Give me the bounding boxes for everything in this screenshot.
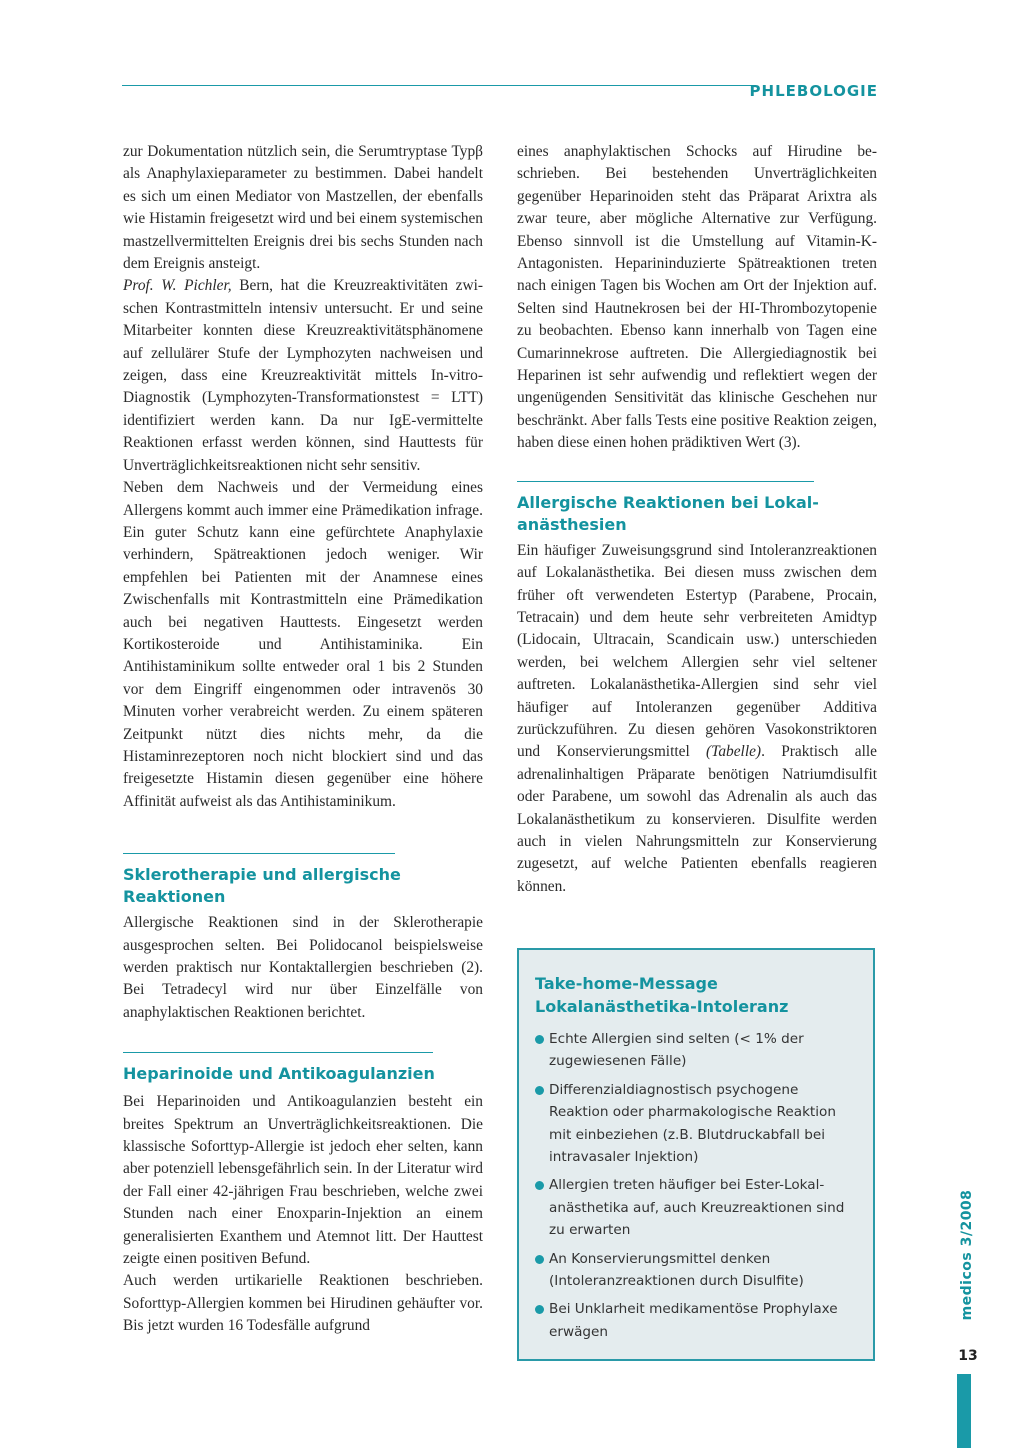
section-heading: Sklerotherapie und allergische Reaktionen <box>123 865 401 907</box>
list-item-text: An Konservierungsmittel denken (Intoleranzreaktionen durch Disulfite) <box>549 1250 804 1290</box>
page-number: 13 <box>958 1348 978 1364</box>
paragraph-text: Bern, hat die Kreuzreaktivitäten zwischen Kontrastmitteln intensiv untersucht. Er und seine Mitarbeiter konnten diese Kreuzreaktivitätsphänomene auf zellulärer Stufe der Lymphozyten nachweisen und zeigen, dass eine Kreuzreaktivität mittels In-vitro-Diagnostik (Lymphozyten-Transformationstest = LTT) identifiziert werden kann. Da nur IgE-vermittelte Reaktionen erfasst werden können, sind Hauttests für Unverträglichkeitsreaktionen nicht sehr sensitiv. <box>123 277 483 474</box>
bullet-icon <box>535 1086 544 1095</box>
section-divider <box>123 853 395 854</box>
bullet-icon <box>535 1181 544 1190</box>
take-home-box <box>517 948 875 1361</box>
paragraph: zur Dokumentation nützlich sein, die Serumtryptase Typβ als Anaphylaxieparameter zu bestimmen. Dabei handelt es sich um einen Mediator von Mastzellen, der ebenfalls wie Histamin freigesetzt wird und bei einem systemischen mastzellvermittelten Ereignis drei bis sechs Stunden nach dem Ereignis ansteigt. <box>123 143 483 273</box>
list-item <box>535 1028 857 1073</box>
paragraph: eines anaphylaktischen Schocks auf Hirudine beschrieben. Bei bestehenden Unverträglichkeiten gegenüber Heparinoiden steht das Präparat Arixtra als zwar teure, aber mögliche Alternative zur Verfügung. Ebenso sinnvoll ist die Umstellung auf Vitamin-K-Antagonisten. Heparininduzierte Spätreaktionen treten nach einigen Tagen bis Wochen am Ort der Injektion auf. Selten sind Hautnekrosen bei der HI-Thrombozytopenie zu beobachten. Ebenso kann innerhalb von Tagen eine Cumarinnekrose auftreten. Die Allergiediagnostik bei Heparinen ist sehr aufwendig und reflektiert wegen der ungenügenden Sensitivität das klinische Geschehen nur beschränkt. Aber falls Tests eine positive Reaktion zeigen, haben diese einen hohen prädiktiven Wert (3). <box>517 143 877 452</box>
paragraph: Allergische Reaktionen sind in der Sklerotherapie ausgesprochen selten. Bei Polidocanol beispielsweise werden praktisch nur Kontaktallergien beschrieben (2). Bei Tetradecyl wird nur über Einzelfälle von anaphylaktischen Reaktionen berichtet. <box>123 914 483 1021</box>
list-item-text: Echte Allergien sind selten (< 1% der zugewiesenen Fälle) <box>549 1031 804 1070</box>
list-item <box>535 1079 857 1169</box>
paragraph-text: . Praktisch alle adrenalinhaltigen Präparate benötigen Natriumdisulfit oder Parabene, um sowohl das Adrenalin als auch das Lokalanästhetikum zu konservieren. Disulfite werden auch in vielen Nahrungsmitteln zur Konservierung zugesetzt, auf welche Patienten ebenfalls reagieren können. <box>517 743 877 895</box>
header-rule <box>122 85 754 86</box>
list-item <box>535 1248 857 1293</box>
author-name: Prof. W. Pichler, <box>123 277 232 295</box>
section-heading: Heparinoide und Antikoagulanzien <box>123 1064 435 1084</box>
paragraph: Bei Heparinoiden und Antikoagulanzien besteht ein breites Spektrum an Unverträglichkeitsreaktionen. Die klassische Soforttyp-Allergie ist jedoch eher selten, kann aber potenziell lebensgefährlich sein. In der Literatur wird der Fall einer 42-jährigen Frau beschrieben, welche zwei Stunden nach einer Enoxparin-Injektion an einem generalisierten Exanthem und Atemnot litt. Der Hauttest zeigte einen positiven Befund. <box>123 1093 483 1268</box>
paragraph <box>517 540 877 899</box>
section-heading: Allergische Reaktionen bei Lokalanästhesien <box>517 492 819 534</box>
journal-title <box>955 1190 979 1320</box>
section-divider <box>123 1052 433 1053</box>
list-item-text: Bei Unklarheit medikamentöse Prophylaxe erwägen <box>549 1301 838 1340</box>
bullet-icon <box>535 1255 544 1264</box>
list-item <box>535 1298 857 1343</box>
box-title: Take-home-Message Lokalanästhetika-Intoleranz <box>535 974 789 1016</box>
list-item-text: Allergien treten häufiger bei Ester-Lokalanästhetika auf, auch Kreuzreaktionen sind zu erwarten <box>549 1177 845 1239</box>
paragraph: Neben dem Nachweis und der Vermeidung eines Allergens kommt auch immer eine Prämedikation infrage. Ein guter Schutz kann eine gefürchtete Anaphylaxie verhindern, Spätreaktionen jedoch weniger. Wir empfehlen bei Patienten mit der Anamnese eines Zwischenfalls mit Kontrastmitteln eine Prämedikation auch bei negativen Hauttests. Eingesetzt werden Kortikosteroide und Antihistaminika. Ein Antihistaminikum sollte entweder oral 1 bis 2 Stunden vor dem Eingriff eingenommen oder intravenös 30 Minuten vorher verabreicht werden. Zu einem späteren Zeitpunkt nützt dies nichts mehr, da die Histaminrezeptoren noch nicht blockiert sind und das freigesetzte Histamin diesen gegenüber eine höhere Affinität aufweist als das Antihistaminikum. <box>123 479 483 810</box>
section-title: PHLEBOLOGIE <box>749 82 878 100</box>
bullet-icon <box>535 1035 544 1044</box>
bullet-icon <box>535 1305 544 1314</box>
table-reference: (Tabelle) <box>706 743 762 761</box>
list-item-text: Differenzialdiagnostisch psychogene Reaktion oder pharmakologische Reaktion mit einbeziehen (z.B. Blutdruckabfall bei intravasaler Injektion) <box>549 1081 836 1166</box>
section-divider <box>517 481 814 482</box>
list-item <box>535 1174 857 1241</box>
page-tab-marker <box>957 1374 971 1448</box>
journal-title-text: medicos 3/2008 <box>959 1189 975 1321</box>
left-column <box>123 141 483 1338</box>
paragraph: Auch werden urtikarielle Reaktionen beschrieben. Soforttyp-Allergien kommen bei Hirudinen gehäufter vor. Bis jetzt wurden 16 Todesfälle aufgrund <box>123 1272 483 1335</box>
right-column <box>517 141 877 898</box>
paragraph-text: Ein häufiger Zuweisungsgrund sind Intoleranzreaktionen auf Lokalanästhetika. Bei diesen muss zwischen dem früher oft verwendeten Estertyp (Parabene, Procain, Tetracain) und dem heute sehr verbreiteten Amidtyp (Lidocain, Ultracain, Scandicain usw.) unterschieden werden, bei welchem Allergien sehr viel seltener auftreten. Lokalanästhetika-Allergien sind sehr viel häufiger auf Intoleranzen gegenüber Additiva zurückzuführen. Zu diesen gehören Vasokonstriktoren und Konservierungsmittel <box>517 541 877 761</box>
paragraph <box>123 275 483 477</box>
box-list <box>535 1028 857 1343</box>
